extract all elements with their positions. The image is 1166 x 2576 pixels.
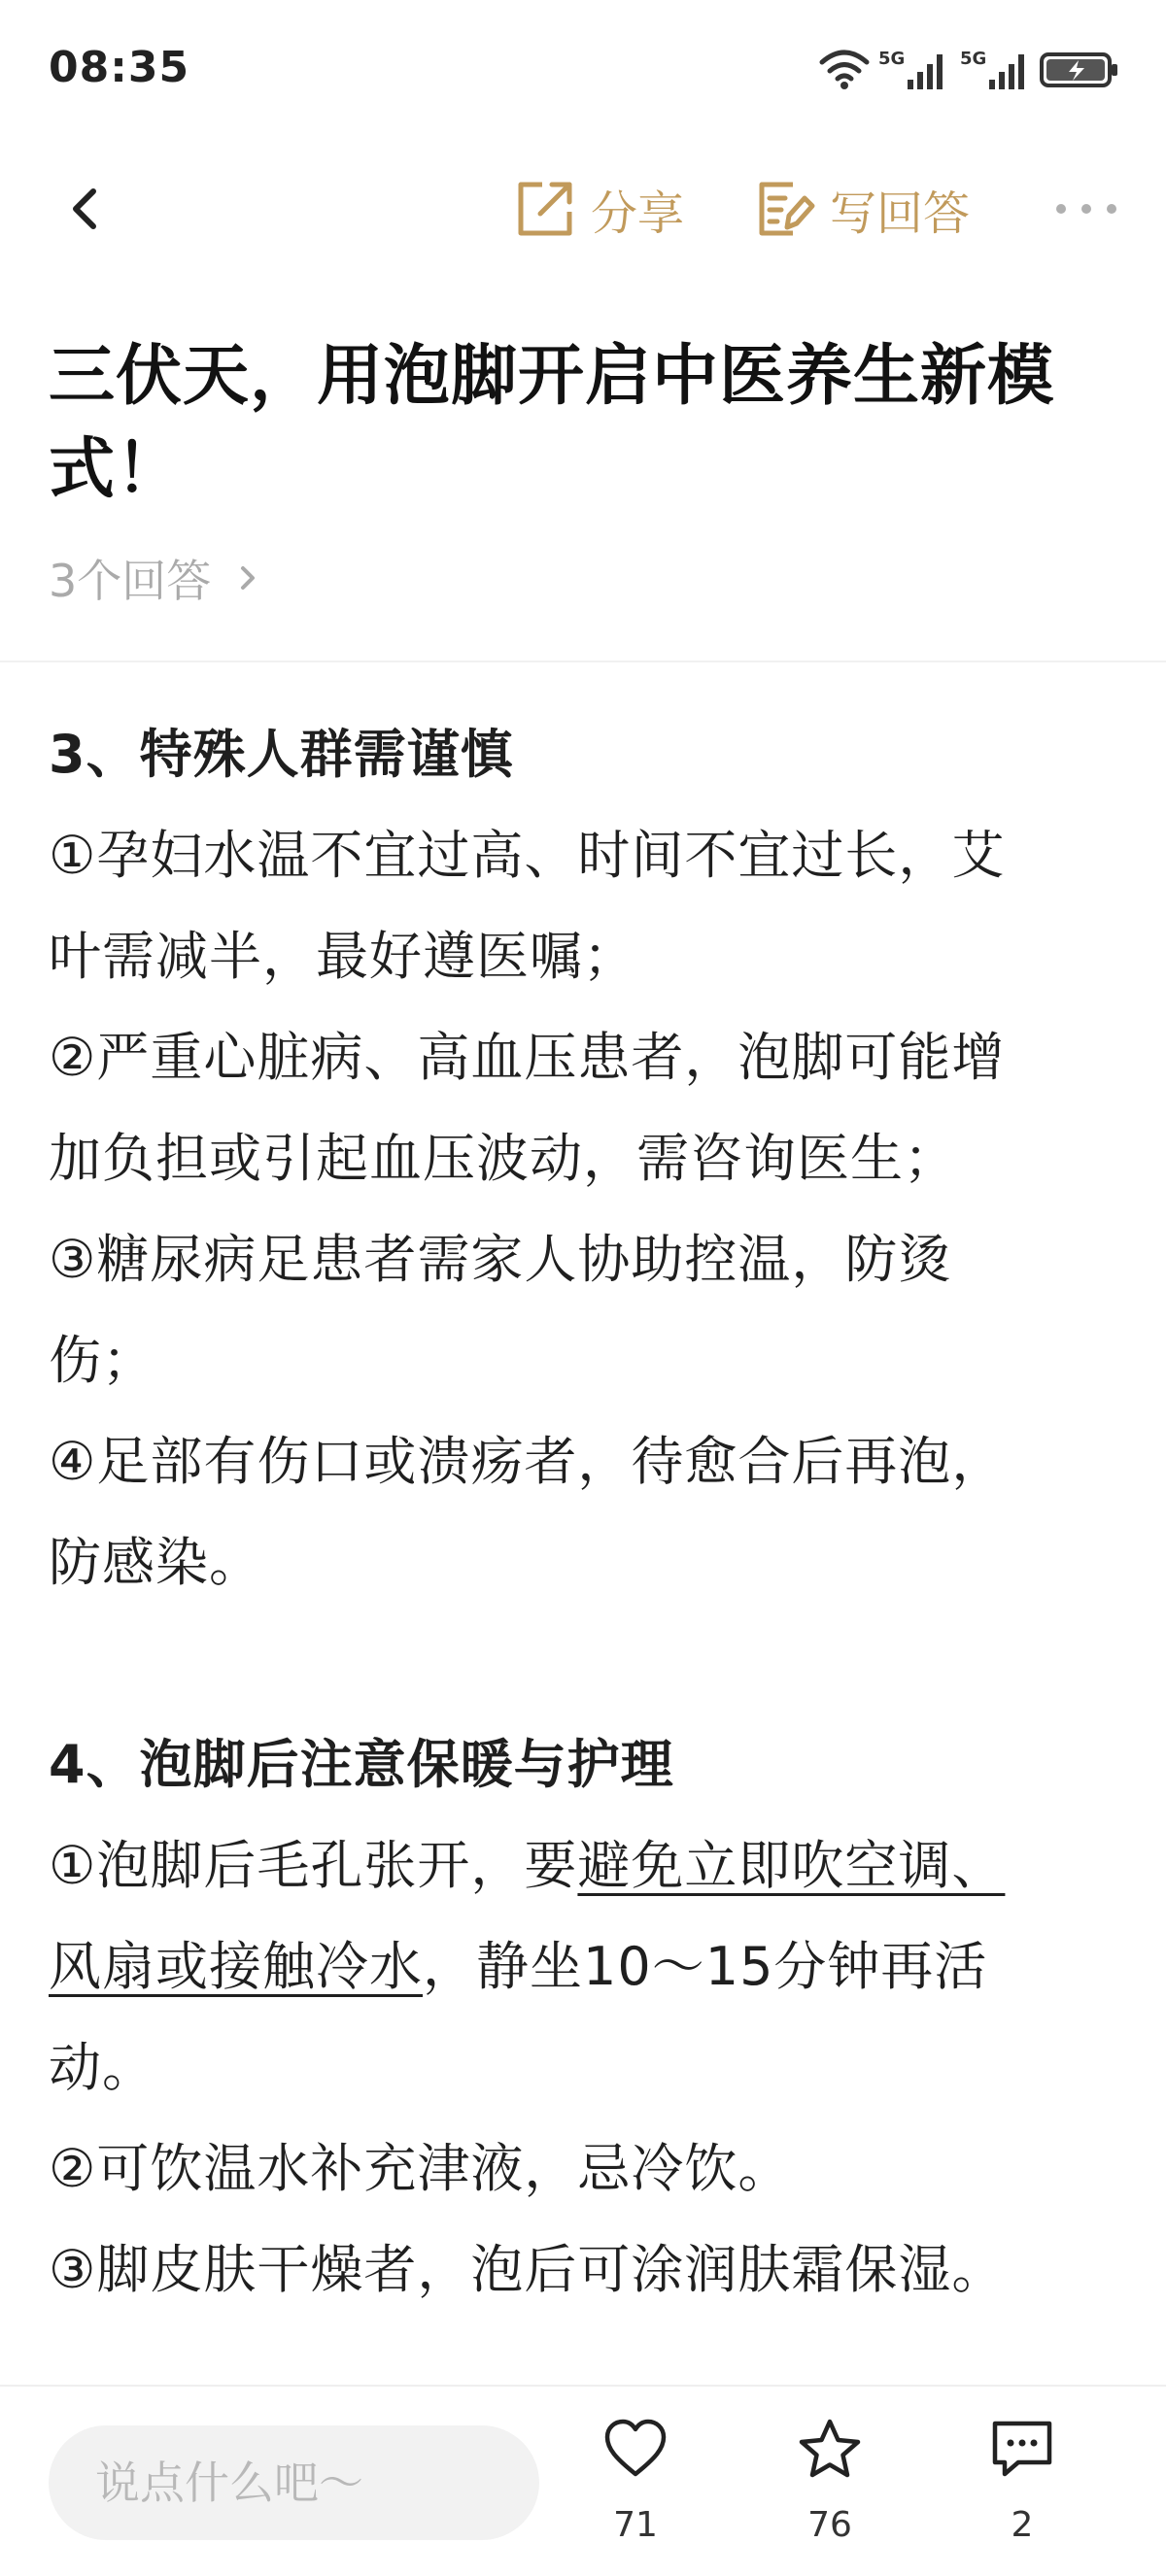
- answer-content: [49, 704, 1127, 2321]
- comment-input[interactable]: [49, 2425, 539, 2540]
- paragraph-gap: [49, 1613, 1127, 1714]
- write-answer-button[interactable]: [752, 172, 970, 246]
- status-bar: [0, 0, 1166, 146]
- paragraph-line: ③脚皮肤干燥者，泡后可涂润肤霜保湿。: [49, 2239, 1006, 2300]
- share-button[interactable]: [513, 172, 684, 246]
- section-heading: 4、泡脚后注意保暖与护理: [49, 1734, 674, 1795]
- paragraph-text: ①泡脚后毛孔张开，要: [49, 1835, 578, 1896]
- more-button[interactable]: [1047, 180, 1125, 238]
- heart-icon: [602, 2418, 669, 2480]
- edit-document-icon: [752, 177, 816, 241]
- signal-5g-icon: [878, 47, 952, 93]
- paragraph-text: ，静坐10～15分钟再活: [423, 1936, 988, 1997]
- section-heading: 3、特殊人群需谨慎: [49, 724, 514, 785]
- comment-count: 2: [1011, 2505, 1034, 2545]
- question-title-line: 三伏天，用泡脚开启中医养生新模: [49, 338, 1055, 415]
- nav-bar: [0, 151, 1166, 267]
- paragraph-line: 伤；: [49, 1330, 155, 1391]
- status-time: 08:35: [49, 43, 190, 92]
- paragraph-line: ②严重心脏病、高血压患者，泡脚可能增: [49, 1027, 1006, 1088]
- paragraph-line: ③糖尿病足患者需家人协助控温，防烫: [49, 1229, 952, 1290]
- paragraph-line: [49, 1815, 1127, 1916]
- signal-5g-icon: [960, 47, 1034, 93]
- chevron-left-icon: [58, 170, 117, 248]
- chevron-right-icon: [238, 560, 259, 595]
- write-answer-label: 写回答: [830, 186, 971, 241]
- favorite-count: 76: [807, 2505, 852, 2545]
- question-title-line: 式！: [49, 431, 184, 508]
- like-count: 71: [613, 2505, 658, 2545]
- favorite-button[interactable]: [762, 2418, 898, 2563]
- svg-text:5G: 5G: [960, 49, 987, 69]
- divider: [0, 661, 1166, 662]
- comment-bubble-icon: [989, 2418, 1055, 2482]
- star-icon: [797, 2418, 863, 2482]
- paragraph-line: ①孕妇水温不宜过高、时间不宜过长，艾: [49, 825, 1006, 886]
- wifi-icon: [818, 47, 871, 89]
- like-button[interactable]: [567, 2418, 703, 2563]
- battery-charging-icon: [1040, 47, 1119, 93]
- more-dots-icon: [1047, 180, 1125, 238]
- answer-count-link[interactable]: [49, 549, 259, 607]
- share-label: 分享: [591, 186, 685, 241]
- bottom-action-bar: [0, 2385, 1166, 2576]
- paragraph-line: [49, 1916, 1127, 2017]
- paragraph-line: ④足部有伤口或溃疡者，待愈合后再泡，: [49, 1431, 1006, 1492]
- svg-text:5G: 5G: [878, 49, 906, 69]
- paragraph-line: 防感染。: [49, 1532, 262, 1593]
- question-title: [49, 330, 1127, 517]
- comment-button[interactable]: [954, 2418, 1090, 2563]
- share-icon: [513, 177, 577, 241]
- paragraph-line: 加负担或引起血压波动，需咨询医生；: [49, 1128, 957, 1189]
- underlined-text: 风扇或接触冷水: [49, 1936, 423, 1997]
- paragraph-line: ②可饮温水补充津液，忌冷饮。: [49, 2138, 792, 2199]
- paragraph-line: 叶需减半，最好遵医嘱；: [49, 926, 636, 987]
- underlined-text: 避免立即吹空调、: [577, 1835, 1006, 1896]
- status-icons: [818, 47, 1119, 101]
- back-button[interactable]: [58, 170, 117, 248]
- paragraph-line: 动。: [49, 2037, 155, 2098]
- answer-count-label: 3个回答: [49, 555, 212, 607]
